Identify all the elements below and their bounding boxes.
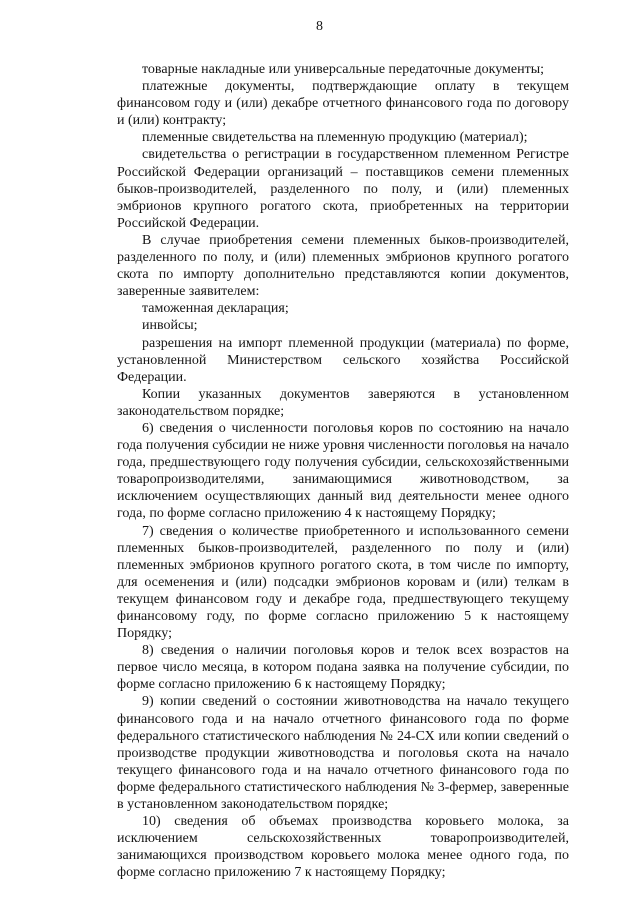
paragraph-waybills: товарные накладные или универсальные передаточные документы; bbox=[142, 62, 544, 77]
paragraph-breeding-certificates: племенные свидетельства на племенную продукцию (материал); bbox=[142, 130, 528, 146]
list-item-10: 10) сведения об объемах производства коровьего молока, за исключением сельскохозяйственных товаропроизводителей, занимающихся производством коровьего молока менее одного года, по форме согласно приложению 7 к настоящему Порядку; bbox=[117, 814, 569, 881]
paragraph-copies-certification: Копии указанных документов заверяются в установленном законодательством порядке; bbox=[117, 386, 569, 419]
list-item-6: 6) сведения о численности поголовья коров по состоянию на начало года получения субсидии не ниже уровня численности поголовья на начало года, предшествующего году получения субсидии, сельскохозяйственными товаропроизводителями, занимающимися животноводством, за исключением осуществляющих данный вид деятельности менее одного года, по форме согласно приложению 4 к настоящему Порядку; bbox=[117, 420, 569, 522]
paragraph-customs-declaration: таможенная декларация; bbox=[142, 301, 289, 317]
list-item-7: 7) сведения о количестве приобретенного и использованного семени племенных быков-производителей, разделенного по полу и (или) племенных эмбрионов крупного рогатого скота, в том числе по импорту, для осеменения и (или) подсадки эмбрионов коровам и (или) телкам в текущем финансовом году и декабре года, предшествующего текущему финансовому году, по форме согласно приложению 5 к настоящему Порядку; bbox=[117, 523, 569, 642]
paragraph-import-permits: разрешения на импорт племенной продукции (материала) по форме, установленной Министерством сельского хозяйства Российской Федерации. bbox=[117, 335, 569, 385]
page-number: 8 bbox=[316, 19, 323, 34]
list-item-9: 9) копии сведений о состоянии животноводства на начало текущего финансового года и на начало отчетного финансового года по форме федерального статистического наблюдения № 24-СХ или копии сведений о производстве продукции животноводства и поголовья скота на начало текущего финансового года и на начало отчетного финансового года по форме федерального статистического наблюдения № 3-фермер, заверенные в установленном законодательством порядке; bbox=[117, 694, 569, 813]
paragraph-invoices: инвойсы; bbox=[142, 318, 198, 334]
document-body bbox=[117, 61, 569, 882]
paragraph-import-case: В случае приобретения семени племенных быков-производителей, разделенного по полу, и (или) племенных эмбрионов крупного рогатого скота по импорту дополнительно представляются копии документов, заверенные заявителем: bbox=[117, 232, 569, 300]
paragraph-registration-certificates: свидетельства о регистрации в государственном племенном Регистре Российской Федерации организаций – поставщиков семени племенных быков-производителей, разделенного по полу, и (или) племенных эмбрионов крупного рогатого скота, приобретенных на территории Российской Федерации. bbox=[117, 147, 569, 231]
paragraph-payment-documents: платежные документы, подтверждающие оплату в текущем финансовом году и (или) декабре отчетного финансового года по договору и (или) контракту; bbox=[117, 79, 569, 129]
list-item-8: 8) сведения о наличии поголовья коров и телок всех возрастов на первое число месяца, в котором подана заявка на получение субсидии, по форме согласно приложению 6 к настоящему Порядку; bbox=[117, 643, 569, 693]
